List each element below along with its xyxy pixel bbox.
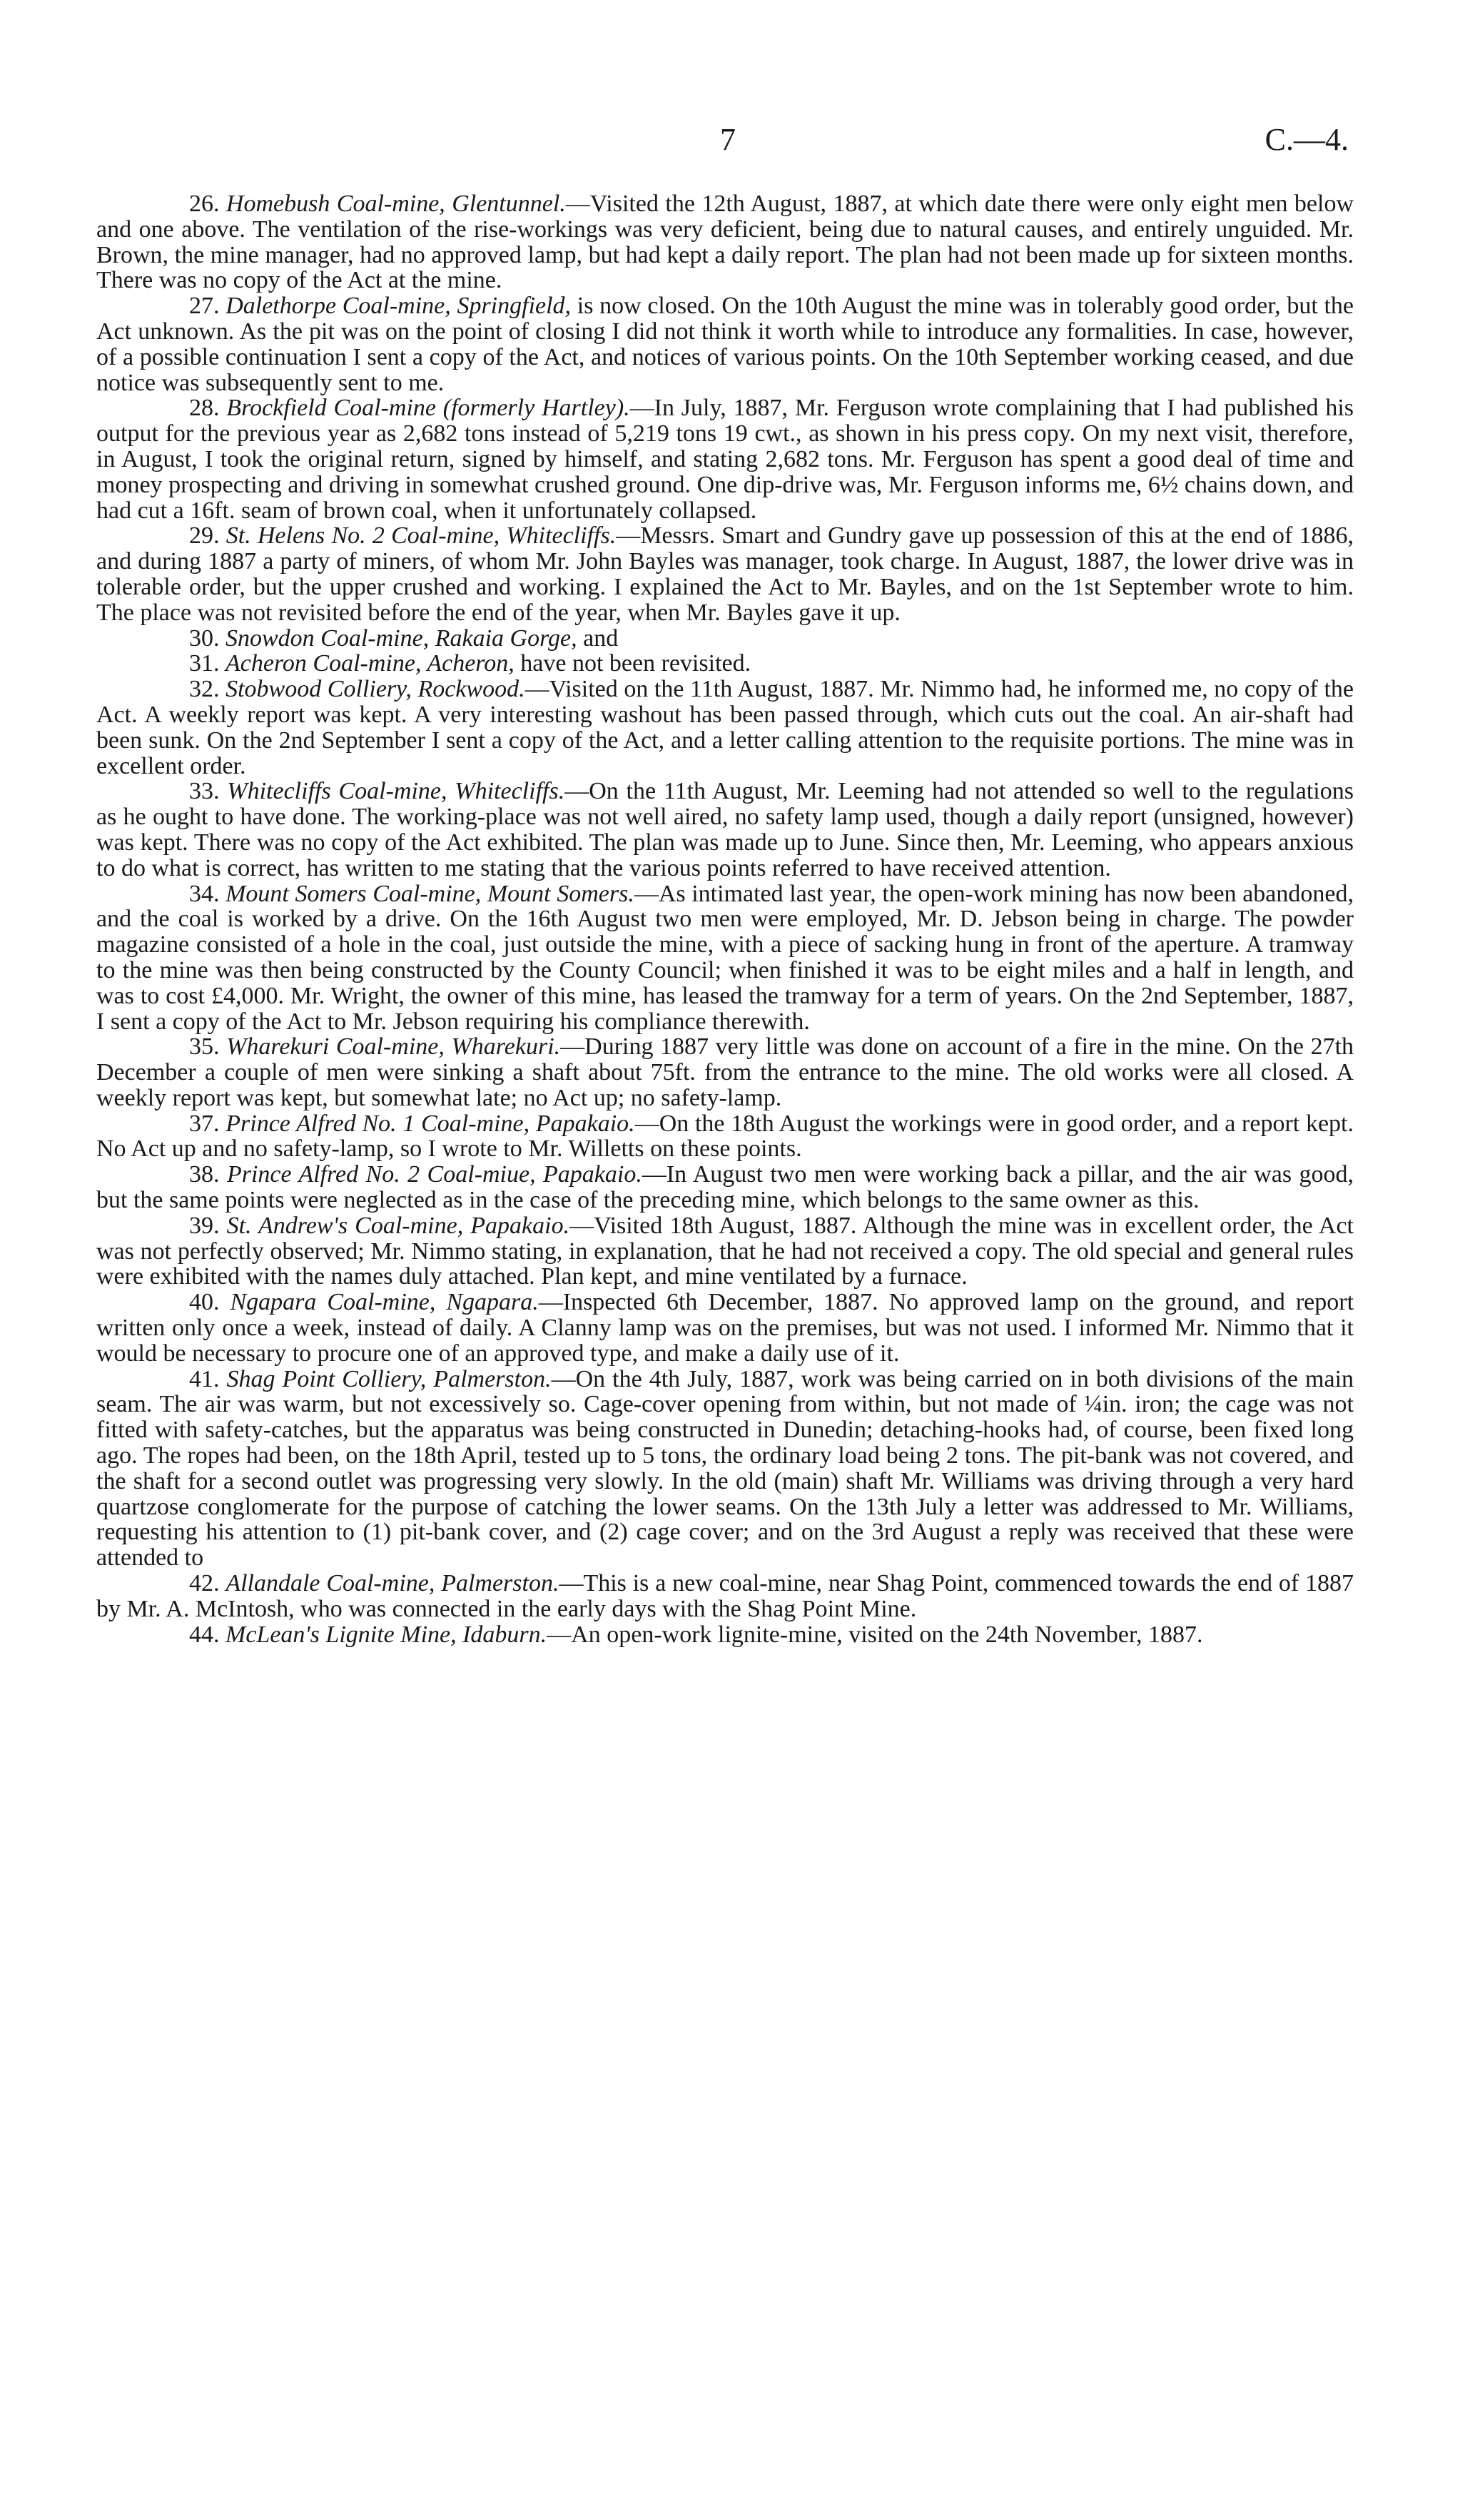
mine-name-heading: Snowdon Coal-mine, Rakaia Gorge, <box>225 624 577 652</box>
paragraph-text: have not been revisited. <box>514 650 751 677</box>
mine-name-heading: Stobwood Colliery, Rockwood. <box>225 676 525 703</box>
mine-report-paragraph <box>96 651 1354 677</box>
paragraph-text: —Visited 18th August, 1887. Although the mine was in excellent order, the Act was not perfectly observed; Mr. Nimmo stating, in explanation, that he had not received a copy. The old special and general rules were exhibited with the names duly attached. Plan kept, and mine ventilated by a furnace. <box>96 1212 1354 1290</box>
mine-name-heading: Whitecliffs Coal-mine, Whitecliffs. <box>227 778 565 805</box>
report-body <box>96 191 1354 1647</box>
paragraph-number: 28. <box>189 395 220 422</box>
paragraph-number: 29. <box>189 522 220 550</box>
paragraph-text: is now closed. On the 10th August the mine was in tolerably good order, but the Act unknown. As the pit was on the point of closing I did not think it worth while to introduce any formalities. In case, however, of a possible continuation I sent a copy of the Act, and notices of various points. On the 10th September working ceased, and due notice was subsequently sent to me. <box>96 293 1354 396</box>
mine-report-paragraph <box>96 1571 1354 1622</box>
paragraph-number: 34. <box>189 880 220 907</box>
paragraph-number: 32. <box>189 676 220 703</box>
mine-name-heading: Acheron Coal-mine, Acheron, <box>225 650 515 677</box>
mine-name-heading: Allandale Coal-mine, Palmerston. <box>225 1570 559 1597</box>
paragraph-number: 31. <box>189 650 220 677</box>
paragraph-text: —In July, 1887, Mr. Ferguson wrote complaining that I had published his output for the previous year as 2,682 tons instead of 5,219 tons 19 cwt., as shown in his press copy. On my next visit, therefore, in August, I took the original return, signed by himself, and stating 2,682 tons. Mr. Ferguson has spent a good deal of time and money prospecting and driving in somewhat crushed ground. One dip-drive was, Mr. Ferguson informs me, 6½ chains down, and had cut a 16ft. seam of brown coal, when it unfortunately collapsed. <box>96 395 1354 524</box>
paragraph-text: —On the 4th July, 1887, work was being carried on in both divisions of the main seam. The air was warm, but not excessively so. Cage-cover opening from within, but not made of ¼in. iron; the cage was not fitted with safety-catches, but the apparatus was being constructed in Dunedin; detaching-hooks had, of course, been fixed long ago. The ropes had been, on the 18th April, tested up to 5 tons, the ordinary load being 2 tons. The pit-bank was not covered, and the shaft for a second outlet was progressing very slowly. In the old (main) shaft Mr. Williams was driving through a very hard quartzose conglomerate for the purpose of catching the lower seams. On the 13th July a letter was addressed to Mr. Williams, requesting his attention to (1) pit-bank cover, and (2) cage cover; and on the 3rd August a reply was received that these were attended to <box>96 1365 1354 1572</box>
paragraph-text: —Inspected 6th December, 1887. No approved lamp on the ground, and report written only once a week, instead of daily. A Clanny lamp was on the premises, but was not used. I informed Mr. Nimmo that it would be necessary to procure one of an approved type, and make a daily use of it. <box>96 1289 1354 1367</box>
paragraph-text: —On the 11th August, Mr. Leeming had not attended so well to the regulations as he ought to have done. The working-place was not well aired, no safety lamp used, though a daily report (unsigned, however) was kept. There was no copy of the Act exhibited. The plan was made up to June. Since then, Mr. Leeming, who appears anxious to do what is correct, has written to me stating that the various points referred to have received attention. <box>96 778 1354 881</box>
paragraph-number: 39. <box>189 1212 220 1239</box>
mine-report-paragraph <box>96 523 1354 625</box>
mine-report-paragraph <box>96 1111 1354 1163</box>
mine-report-paragraph <box>96 191 1354 293</box>
mine-name-heading: St. Helens No. 2 Coal-mine, Whitecliffs. <box>225 522 617 550</box>
paragraph-number: 27. <box>189 293 220 320</box>
paragraph-text: —Visited the 12th August, 1887, at which date there were only eight men below and one above. The ventilation of the rise-workings was very deficient, being due to natural causes, and entirely unguided. Mr. Brown, the mine manager, had no approved lamp, but had kept a daily report. The plan had not been made up for sixteen months. There was no copy of the Act at the mine. <box>96 191 1354 294</box>
paragraph-text: and <box>577 624 619 652</box>
mine-report-paragraph <box>96 779 1354 881</box>
paragraph-number: 30. <box>189 624 220 652</box>
mine-report-paragraph <box>96 1367 1354 1571</box>
paragraph-number: 44. <box>189 1621 220 1648</box>
mine-report-paragraph <box>96 1213 1354 1290</box>
mine-report-paragraph <box>96 626 1354 652</box>
paragraph-number: 37. <box>189 1110 220 1137</box>
mine-report-paragraph <box>96 881 1354 1035</box>
paragraph-number: 41. <box>189 1365 220 1392</box>
mine-report-paragraph <box>96 293 1354 395</box>
document-reference: C.—4. <box>1264 122 1349 157</box>
paragraph-number: 33. <box>189 778 220 805</box>
mine-name-heading: Ngapara Coal-mine, Ngapara. <box>230 1289 539 1316</box>
mine-report-paragraph <box>96 677 1354 779</box>
paragraph-number: 42. <box>189 1570 220 1597</box>
paragraph-text: —An open-work lignite-mine, visited on the 24th November, 1887. <box>547 1621 1203 1648</box>
page-number: 7 <box>720 122 736 157</box>
paragraph-number: 38. <box>189 1161 220 1188</box>
paragraph-text: —During 1887 very little was done on account of a fire in the mine. On the 27th December a couple of men were sinking a shaft about 75ft. from the entrance to the mine. The old works were all closed. A weekly report was kept, but somewhat late; no Act up; no safety-lamp. <box>96 1033 1354 1111</box>
paragraph-number: 26. <box>189 191 220 217</box>
mine-name-heading: Prince Alfred No. 2 Coal-miue, Papakaio. <box>226 1161 642 1188</box>
mine-report-paragraph <box>96 1034 1354 1110</box>
mine-name-heading: Prince Alfred No. 1 Coal-mine, Papakaio. <box>225 1110 635 1137</box>
mine-report-paragraph <box>96 1290 1354 1366</box>
paragraph-text: —On the 18th August the workings were in good order, and a report kept. No Act up and no safety-lamp, so I wrote to Mr. Willetts on these points. <box>96 1110 1354 1163</box>
mine-name-heading: Homebush Coal-mine, Glentunnel. <box>225 191 566 217</box>
mine-name-heading: Shag Point Colliery, Palmerston. <box>226 1365 552 1392</box>
mine-name-heading: McLean's Lignite Mine, Idaburn. <box>225 1621 547 1648</box>
paragraph-number: 35. <box>189 1033 220 1061</box>
mine-name-heading: St. Andrew's Coal-mine, Papakaio. <box>226 1212 570 1239</box>
paragraph-text: —In August two men were working back a pillar, and the air was good, but the same points were neglected as in the case of the preceding mine, which belongs to the same owner as this. <box>96 1161 1354 1214</box>
mine-report-paragraph <box>96 1162 1354 1213</box>
paragraph-text: —Visited on the 11th August, 1887. Mr. Nimmo had, he informed me, no copy of the Act. A weekly report was kept. A very interesting washout has been passed through, which cuts out the coal. An air-shaft had been sunk. On the 2nd September I sent a copy of the Act, and a letter calling attention to the requisite portions. The mine was in excellent order. <box>96 676 1354 779</box>
mine-report-paragraph <box>96 1622 1354 1648</box>
paragraph-text: —Messrs. Smart and Gundry gave up possession of this at the end of 1886, and during 1887 a party of miners, of whom Mr. John Bayles was manager, took charge. In August, 1887, the lower drive was in tolerable order, but the upper crushed and working. I explained the Act to Mr. Bayles, and on the 1st September wrote to him. The place was not revisited before the end of the year, when Mr. Bayles gave it up. <box>96 522 1354 626</box>
paragraph-text: —As intimated last year, the open-work mining has now been abandoned, and the coal is worked by a drive. On the 16th August two men were employed, Mr. D. Jebson being in charge. The powder magazine consisted of a hole in the coal, just outside the mine, with a piece of sacking hung in front of the aperture. A tramway to the mine was then being constructed by the County Council; when finished it was to be eight miles and a half in length, and was to cost £4,000. Mr. Wright, the owner of this mine, has leased the tramway for a term of years. On the 2nd September, 1887, I sent a copy of the Act to Mr. Jebson requiring his compliance therewith. <box>96 880 1354 1035</box>
mine-name-heading: Wharekuri Coal-mine, Wharekuri. <box>226 1033 561 1061</box>
mine-name-heading: Brockfield Coal-mine (formerly Hartley). <box>226 395 630 422</box>
mine-report-paragraph <box>96 395 1354 523</box>
paragraph-number: 40. <box>189 1289 220 1316</box>
mine-name-heading: Mount Somers Coal-mine, Mount Somers. <box>225 880 634 907</box>
mine-name-heading: Dalethorpe Coal-mine, Springfield, <box>225 293 572 320</box>
paragraph-text: —This is a new coal-mine, near Shag Point, commenced towards the end of 1887 by Mr. A. McIntosh, who was connected in the early days with the Shag Point Mine. <box>96 1570 1354 1622</box>
